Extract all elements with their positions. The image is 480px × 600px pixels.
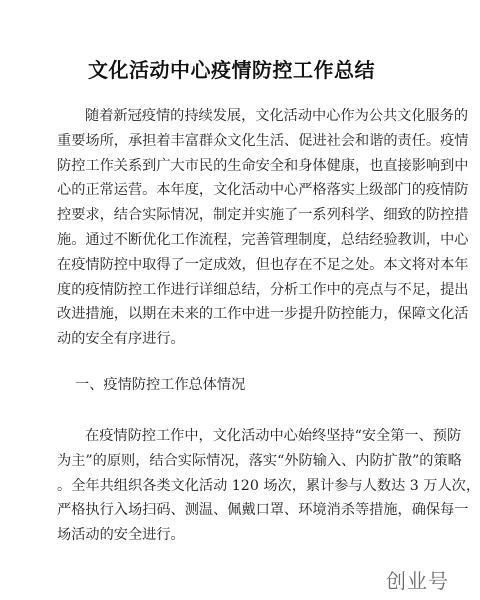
paragraph-line: 严格执行入场扫码、测温、佩戴口罩、环境消杀等措施，确保每一 — [57, 502, 469, 519]
paragraph-line: 随着新冠疫情的持续发展，文化活动中心作为公共文化服务的 — [85, 108, 469, 124]
paragraph-line: 在疫情防控中取得了一定成效，但也存在不足之处。本文将对本年 — [57, 256, 469, 273]
watermark: 创业号 — [386, 569, 449, 593]
paragraph-line: 度的疫情防控工作进行详细总结，分析工作中的亮点与不足，提出 — [57, 281, 469, 298]
paragraph-line: 控要求，结合实际情况，制定并实施了一系列科学、细致的防控措 — [57, 207, 469, 224]
paragraph-line: 防控工作关系到广大市民的生命安全和身体健康，也直接影响到中 — [57, 157, 469, 174]
paragraph-line: 心的正常运营。本年度，文化活动中心严格落实上级部门的疫情防 — [57, 182, 469, 199]
paragraph-line: 施。通过不断优化工作流程，完善管理制度，总结经验教训，中心 — [57, 231, 469, 248]
intro-paragraph — [57, 104, 469, 352]
paragraph-line: 重要场所，承担着丰富群众文化生活、促进社会和谐的责任。疫情 — [57, 132, 469, 149]
document-title: 文化活动中心疫情防控工作总结 — [88, 58, 375, 82]
paragraph-line: 改进措施，以期在未来的工作中进一步提升防控能力，保障文化活 — [57, 306, 469, 323]
paragraph-line: 动的安全有序进行。 — [57, 331, 185, 348]
section-heading: 一、疫情防控工作总体情况 — [75, 377, 246, 393]
paragraph-line: 为主”的原则，结合实际情况，落实“外防输入、内防扩散”的策略 — [57, 452, 462, 469]
section-paragraph — [57, 424, 480, 548]
paragraph-line: 在疫情防控工作中，文化活动中心始终坚持“安全第一、预防 — [85, 428, 462, 444]
paragraph-line: 场活动的安全进行。 — [57, 527, 185, 544]
paragraph-line: 。全年共组织各类文化活动 120 场次，累计参与人数达 3 万人次， — [57, 477, 480, 494]
